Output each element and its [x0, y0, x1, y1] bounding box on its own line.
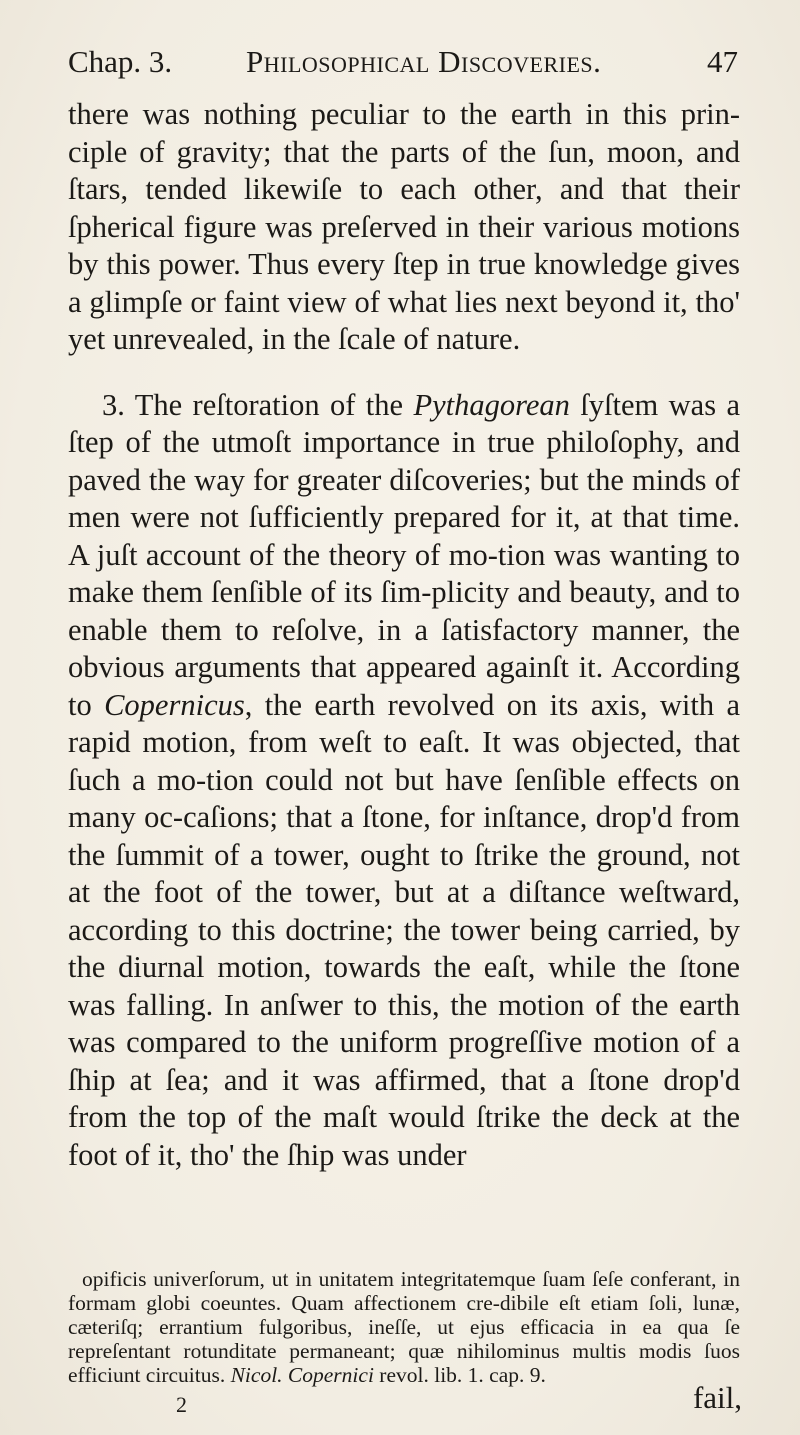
- signature-mark: 2: [176, 1392, 187, 1417]
- italic-term-pythagorean: Pythagorean: [413, 387, 570, 422]
- footnote-citation: Nicol. Copernici: [230, 1363, 374, 1387]
- footnote: [68, 1267, 740, 1387]
- page-number: 47: [707, 44, 738, 79]
- running-title: Philosophical Discoveries.: [246, 44, 602, 79]
- main-text: [68, 96, 740, 1174]
- paragraph-text: , the earth revolved on its axis, with a rapid motion, from weſt to eaſt. It was objected, that ſuch a mo-tion could not but have ſenſible effects on many oc-caſions; that a ſtone, for inſtance, drop'd from the ſummit of a tower, ought to ſtrike the ground, not at the foot of the tower, but at a diſtance weſtward, according to this doctrine; the tower being carried, by the diurnal motion, towards the eaſt, while the ſtone was falling. In anſwer to this, the motion of the earth was compared to the uniform progreſſive motion of a ſhip at ſea; and it was affirmed, that a ſtone drop'd from the top of the maſt would ſtrike the deck at the foot of it, tho' the ſhip was under: [68, 687, 740, 1172]
- footnote-text: opificis univerſorum, ut in unitatem integritatemque ſuam ſeſe conferant, in formam globi coeuntes. Quam affectionem cre-dibile eſt etiam ſoli, lunæ, cæteriſq; errantium fulgoribus, ineſſe, ut ejus efficacia in ea qua ſe repreſentant rotunditate permaneant; quæ nihilominus multis modis ſuos efficiunt circuitus.: [68, 1267, 740, 1387]
- paragraph-3: [68, 387, 740, 1175]
- paragraph-text: 3. The reſtoration of the: [102, 387, 414, 422]
- footnote-reference: revol. lib. 1. cap. 9.: [373, 1363, 546, 1387]
- chapter-label: Chap. 3.: [68, 44, 173, 79]
- paragraph-continuation: there was nothing peculiar to the earth in this prin-ciple of gravity; that the parts of the ſun, moon, and ſtars, tended likewiſe to each other, and that their ſpherical figure was preſerved in their various motions by this power. Thus every ſtep in true knowledge gives a glimpſe or faint view of what lies next beyond it, tho' yet unrevealed, in the ſcale of nature.: [68, 97, 740, 356]
- catchword: fail,: [692, 1380, 742, 1415]
- running-header: [68, 42, 738, 82]
- italic-name-copernicus: Copernicus: [104, 687, 245, 722]
- paragraph-text: ſyſtem was a ſtep of the utmoſt importance in true philoſophy, and paved the way for greater diſcoveries; but the minds of men were not ſufficiently prepared for it, at that time. A juſt account of the theory of mo-tion was wanting to make them ſenſible of its ſim-plicity and beauty, and to enable them to reſolve, in a ſatisfactory manner, the obvious arguments that appeared againſt it. According to: [68, 387, 741, 722]
